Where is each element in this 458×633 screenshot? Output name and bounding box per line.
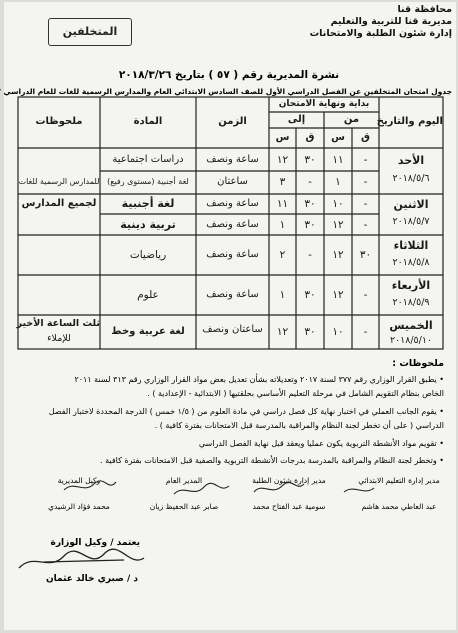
- note-line-3: • يقوم الجانب العملي في اختبار نهاية كل فصل دراسي في مادة العلوم من ( ١/٥ خمس ) الدرجة المحددة لاختبار الفصل: [48, 407, 444, 416]
- r4-subject: تربية دينية: [120, 218, 176, 231]
- r1-subject: دراسات اجتماعية: [112, 154, 184, 165]
- r1-to-s: ١٢: [276, 154, 289, 166]
- r3-subject: لغة أجنبية: [121, 197, 175, 210]
- r4-from-s: ١٢: [332, 219, 344, 231]
- document-page: [4, 2, 456, 630]
- day-5-name: الخميس: [389, 319, 433, 332]
- header-subject: المادة: [133, 116, 163, 127]
- r3-from-s: ١٠: [332, 198, 344, 210]
- signature-title-general: المدير العام: [165, 476, 203, 485]
- r5-to-s: ٢: [279, 249, 286, 261]
- r2-from-q: -: [363, 176, 368, 188]
- r5-from-s: ١٢: [332, 249, 344, 261]
- r6-to-q: ٣٠: [304, 289, 316, 301]
- day-5-date: ٢٠١٨/٥/١٠: [389, 335, 433, 346]
- signature-title-deputy: وكيل المديرية: [57, 476, 101, 485]
- r3-to-q: ٣٠: [304, 198, 316, 210]
- r5-time: ساعة ونصف: [206, 249, 259, 260]
- r1-from-s: ١١: [332, 154, 344, 166]
- day-2-name: الاثنين: [393, 198, 429, 211]
- r2-time: ساعتان: [217, 176, 248, 187]
- r4-from-q: -: [363, 219, 368, 231]
- r3-from-q: -: [363, 198, 368, 210]
- header-start-end: بداية ونهاية الامتحان: [278, 99, 370, 109]
- approval-name: د / صبري خالد عثمان: [45, 574, 138, 584]
- r6-time: ساعة ونصف: [206, 289, 259, 300]
- note-line-2: الخاص بنظام التقويم الشامل في مرحلة التعليم الأساسي بحلقتيها ( الابتدائية - الإعدادية ) .: [147, 389, 444, 398]
- r4-to-s: ١: [279, 219, 286, 231]
- r1-from-q: -: [363, 154, 368, 166]
- r2-subject: لغة أجنبية (مستوى رفيع): [107, 177, 189, 186]
- note-line-5: • تقويم مواد الأنشطة التربوية يكون عمليا ويعقد قبل نهاية الفصل الدراسي: [198, 439, 444, 448]
- header-governorate: محافظة قنا: [397, 4, 452, 15]
- r2-from-s: ١: [335, 176, 341, 188]
- note-line-4: الدراسي ( على أن تخطر لجنة النظام والمراقبة بالمدرسة قبل الامتحانات بفترة كافية ) .: [154, 421, 444, 430]
- r7-subject: لغة عربية وخط: [111, 326, 185, 337]
- day-2-date: ٢٠١٨/٥/٧: [392, 216, 430, 227]
- approval-title: يعتمد / وكيل الوزارة: [50, 538, 140, 548]
- day-3-date: ٢٠١٨/٥/٨: [392, 257, 430, 268]
- header-notes: ملحوظات: [35, 116, 83, 127]
- signature-name-general: صابر عبد الحفيظ زيان: [149, 502, 219, 511]
- header-from: من: [343, 114, 360, 125]
- header-to-q: ق: [305, 132, 315, 143]
- note-lang-schools: للمدارس الرسمية للغات: [18, 177, 100, 186]
- header-directorate: مديرية قنا للتربية والتعليم: [330, 16, 452, 27]
- signature-name-students: سومية عبد الفتاح محمد: [252, 502, 326, 511]
- r4-time: ساعة ونصف: [206, 219, 259, 230]
- r2-to-s: ٣: [279, 176, 286, 188]
- signature-title-students: مدير إدارة شئون الطلبة: [252, 476, 326, 485]
- r5-to-q: -: [308, 249, 312, 261]
- header-department: إدارة شئون الطلبة والامتحانات: [309, 28, 452, 39]
- header-to: إلى: [287, 114, 306, 125]
- signature-name-deputy: محمد فؤاد الرشيدي: [48, 502, 110, 511]
- note-line-6: • وتخطر لجنة النظام والمراقبة بالمدرسة بدرجات الأنشطة التربوية والصفية قبل الامتحانات بفترة كافية .: [100, 456, 444, 465]
- note-line-1: • يطبق القرار الوزاري رقم ٣٧٧ لسنة ٢٠١٧ وتعديلاته بشأن تعديل بعض مواد القرار الوزاري رقم ٣١٣ لسنة ٢٠١١: [74, 375, 444, 384]
- r5-from-q: ٣٠: [359, 249, 372, 261]
- header-from-q: ق: [361, 132, 370, 143]
- day-4-date: ٢٠١٨/٥/٩: [392, 297, 430, 308]
- r7-from-q: -: [363, 326, 368, 338]
- day-1-date: ٢٠١٨/٥/٦: [392, 173, 430, 184]
- r7-to-q: ٣٠: [304, 326, 316, 338]
- day-3-name: الثلاثاء: [393, 239, 429, 252]
- notes-heading: ملحوظات :: [392, 358, 444, 369]
- r1-to-q: ٣٠: [304, 154, 316, 166]
- signature-title-primary: مدير إدارة التعليم الابتدائي: [358, 476, 440, 485]
- r7-time: ساعتان ونصف: [202, 324, 263, 335]
- r7-to-s: ١٢: [276, 326, 289, 338]
- signature-name-primary: عبد العاطي محمد هاشم: [361, 502, 437, 511]
- note-last-hour: ثلث الساعة الأخير: [16, 318, 100, 329]
- note-dictation: للإملاء: [47, 333, 71, 344]
- category-stamp: المتخلفين: [48, 18, 132, 46]
- schedule-subtitle: جدول امتحان المتخلفين عن الفصل الدراسي الأول للصف السادس الابتدائي العام والمدارس الرسمية للغات للعام الدراسي: [3, 87, 452, 96]
- header-to-s: س: [275, 132, 290, 143]
- r6-subject: علوم: [137, 289, 159, 301]
- bulletin-title: نشرة المديرية رقم ( ٥٧ ) بتاريخ ٢٠١٨/٣/٢٦: [118, 69, 340, 81]
- header-day-date: اليوم والتاريخ: [376, 116, 443, 127]
- r1-time: ساعة ونصف: [206, 154, 259, 165]
- r3-to-s: ١١: [276, 198, 289, 210]
- r3-time: ساعة ونصف: [206, 198, 259, 209]
- r7-from-s: ١٠: [332, 326, 344, 338]
- r4-to-q: ٣٠: [304, 219, 316, 231]
- r5-subject: رياضيات: [129, 249, 167, 261]
- header-time: الزمن: [218, 116, 247, 127]
- r6-from-q: -: [363, 289, 368, 301]
- r6-from-s: ١٢: [332, 289, 344, 301]
- day-4-name: الأربعاء: [391, 279, 431, 292]
- r6-to-s: ١: [279, 289, 286, 301]
- approval-signature: [4, 542, 204, 582]
- r2-to-q: -: [308, 176, 312, 188]
- header-from-s: س: [331, 132, 345, 143]
- day-1-name: الأحد: [397, 154, 425, 167]
- handwritten-signatures: [4, 472, 456, 512]
- note-all-schools: لجميع المدارس: [21, 198, 97, 209]
